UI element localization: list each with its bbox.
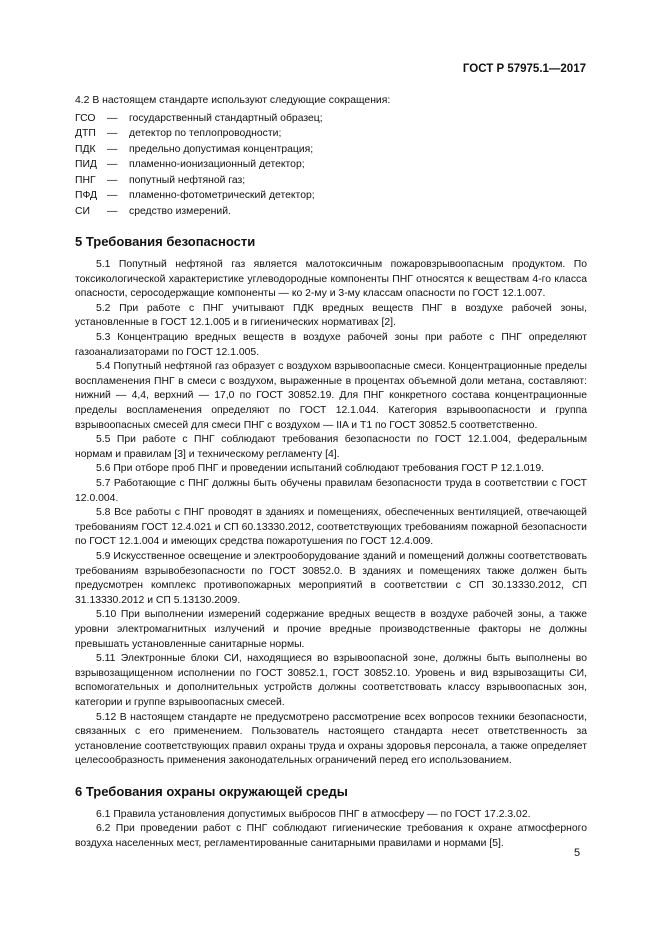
paragraph-5-5: 5.5 При работе с ПНГ соблюдают требования безопасности по ГОСТ 12.1.004, федеральным нормам и правилам [3] и техническому регламенту [4]. [75,434,587,460]
abbreviation-item [75,142,587,158]
abbreviation-dash: — [107,128,118,140]
paragraph-5-9: 5.9 Искусственное освещение и электрооборудование зданий и помещений должны соответствовать требованиям взрывобезопасности по ГОСТ 30852.0. В зданиях и помещениях также должен быть предусмотрен комплекс противопожарных мероприятий в соответствии с СП 30.13330.2012, СП 31.13330.2012 и СП 5.13130.2009. [75,550,587,606]
abbreviation-item [75,204,587,220]
abbreviation-dash: — [107,159,118,171]
abbreviation-text: попутный нефтяной газ; [129,174,246,186]
abbreviation-text: детектор по теплопроводности; [129,128,282,140]
paragraph-5-10: 5.10 При выполнении измерений содержание вредных веществ в воздухе рабочей зоны, а также уровни электромагнитных излучений и прочие вредные производственные факторы не должны превышать установленные санитарные нормы. [75,609,587,650]
section4-intro: 4.2 В настоящем стандарте используют следующие сокращения: [75,95,391,106]
abbreviation-dash: — [107,190,118,202]
abbreviation-text: пламенно-ионизационный детектор; [129,159,305,171]
document-id-header: ГОСТ Р 57975.1—2017 [462,63,586,75]
abbreviation-text: государственный стандартный образец; [129,112,323,124]
abbreviation-code: ГСО [75,112,96,124]
paragraph-5-11: 5.11 Электронные блоки СИ, находящиеся во взрывоопасной зоне, должны быть выполнены во взрывозащищенном исполнении по ГОСТ 30852.1, ГОСТ 30852.10. Уровень и вид взрывозащиты СИ, вспомогательных и дополнительных устройств должны соответствовать классу взрывоопасных зон, категории и группе взрывоопасных смесей. [75,653,587,708]
abbreviation-text: пламенно-фотометрический детектор; [129,190,315,202]
abbreviation-item [75,173,587,189]
abbreviation-code: ДТП [75,128,96,140]
abbreviation-dash: — [107,174,118,186]
abbreviation-code: ПНГ [75,174,96,186]
paragraph-5-6: 5.6 При отборе проб ПНГ и проведении испытаний соблюдают требования ГОСТ Р 12.1.019. [96,463,545,475]
abbreviation-dash: — [107,112,118,124]
paragraph-6-2: 6.2 При проведении работ с ПНГ соблюдают гигиенические требования к охране атмосферного воздуха населенных мест, регламентированные санитарными правилами и нормами [5]. [75,823,587,850]
abbreviation-item [75,188,587,204]
section6-heading: 6 Требования охраны окружающей среды [75,783,348,799]
abbreviation-item [75,126,587,142]
paragraph-5-8: 5.8 Все работы с ПНГ проводят в зданиях и помещениях, обеспеченных вентиляцией, отвечающей требованиям ГОСТ 12.4.021 и СП 60.13330.2012, соответствующих требованиям пожарной безопасности по ГОСТ 12.1.004 и имеющих средства пожаротушения по ГОСТ 12.4.009. [75,507,587,548]
paragraph-5-4: 5.4 Попутный нефтяной газ образует с воздухом взрывоопасные смеси. Концентрационные пределы воспламенения ПНГ в смеси с воздухом, выраженные в процентах объемной доли метана, составляют: нижний — 4,4, верхний — 17,0 по ГОСТ 30852.19. Для ПНГ конкретного состава концентрационные пределы воспламенения определяют по ГОСТ 12.1.044. Категория взрывоопасности и группа взрывоопасных смесей для смеси ПНГ с воздухом — IIA и T1 по ГОСТ 30852.5 соответственно. [75,361,587,431]
page-content [75,94,587,852]
section5-heading: 5 Требования безопасности [75,234,256,250]
abbreviation-dash: — [107,143,118,155]
abbreviation-code: СИ [75,205,90,217]
abbreviation-item [75,111,587,127]
abbreviation-item [75,157,587,173]
paragraph-6-1: 6.1 Правила установления допустимых выбросов ПНГ в атмосферу — по ГОСТ 17.2.3.02. [96,808,531,820]
abbreviation-dash: — [107,205,118,217]
page-number: 5 [574,847,581,859]
paragraph-5-12: 5.12 В настоящем стандарте не предусмотрено рассмотрение всех вопросов техники безопасности, связанных с его применением. Пользователь настоящего стандарта несет ответственность за установление соответствующих правил охраны труда и охраны здоровья персонала, а также определяет целесообразность применения законодательных ограничений перед его использованием. [75,711,587,767]
paragraph-5-1: 5.1 Попутный нефтяной газ является малотоксичным пожаровзрывоопасным продуктом. По токсикологической характеристике углеводородные компоненты ПНГ относятся к веществам 4-го класса опасности, серосодержащие компоненты — ко 2-му и 3-му классам опасности по ГОСТ 12.1.007. [75,259,587,300]
abbreviation-code: ПДК [75,143,96,155]
paragraph-5-2: 5.2 При работе с ПНГ учитывают ПДК вредных веществ ПНГ в воздухе рабочей зоны, установленные в ГОСТ 12.1.005 и в гигиенических нормативах [2]. [75,302,587,329]
paragraph-5-7: 5.7 Работающие с ПНГ должны быть обучены правилам безопасности труда в соответствии с ГОСТ 12.0.004. [75,478,587,504]
abbreviation-code: ПИД [75,159,97,171]
paragraph-5-3: 5.3 Концентрацию вредных веществ в воздухе рабочей зоны при работе с ПНГ определяют газоанализаторами по ГОСТ 12.1.005. [75,332,587,358]
abbreviation-text: средство измерений. [129,205,231,217]
abbreviation-list [75,111,587,220]
abbreviation-text: предельно допустимая концентрация; [129,143,314,155]
abbreviation-code: ПФД [75,190,98,202]
